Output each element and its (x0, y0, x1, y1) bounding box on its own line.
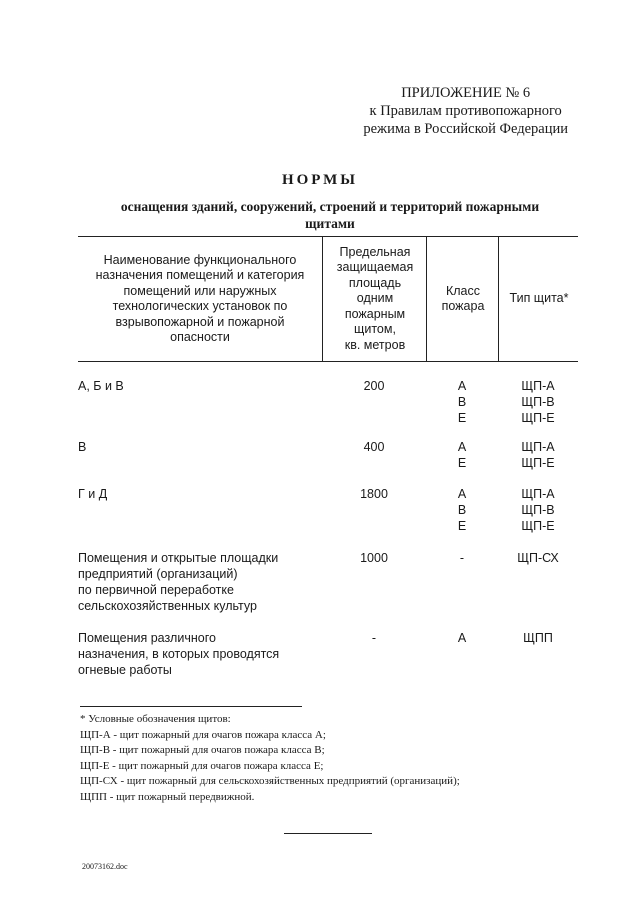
table-header (78, 236, 578, 362)
row-class-value: В (457, 503, 467, 517)
header-name-line: назначения помещений и категория (95, 268, 305, 282)
appendix-number: ПРИЛОЖЕНИЕ № 6 (401, 85, 531, 101)
row-type-cell (498, 378, 578, 426)
header-name-line: помещений или наружных (123, 283, 277, 298)
row-name-cell (78, 378, 328, 394)
appendix-reference-line-1: к Правилам противопожарного (369, 103, 562, 119)
row-name-cell (78, 550, 328, 614)
row-name-cell (78, 486, 328, 502)
row-class-cell (426, 550, 498, 566)
header-area-line: одним (356, 291, 394, 306)
header-name-line: взрывопожарной и пожарной (115, 314, 285, 329)
row-name-line: по первичной переработке (78, 583, 234, 597)
footnote-line: ЩП-Е - щит пожарный для очагов пожара класса Е; (80, 759, 324, 772)
row-class-cell (426, 378, 498, 426)
row-area-cell: 200 (363, 379, 385, 393)
row-class-value: А (457, 631, 467, 645)
header-area-line: кв. метров (344, 337, 406, 352)
row-type-cell (498, 486, 578, 534)
header-name-line: технологических установок по (112, 299, 288, 313)
row-area-cell: 1000 (360, 551, 388, 565)
row-type-value: ЩП-СХ (517, 551, 559, 565)
footnote-line: ЩП-А - щит пожарный для очагов пожара класса А; (80, 728, 326, 741)
row-name-line: А, Б и В (78, 379, 124, 393)
document-title: НОРМЫ (281, 172, 359, 188)
row-class-cell (426, 630, 498, 646)
row-type-value: ЩП-А (521, 487, 555, 501)
row-class-value: А (457, 440, 467, 454)
row-type-value: ЩП-Е (521, 456, 555, 470)
row-type-cell (498, 550, 578, 566)
footnote-line: ЩП-СХ - щит пожарный для сельскохозяйственных предприятий (организаций); (80, 775, 460, 787)
row-name-line: Помещения различного (78, 631, 216, 645)
row-class-cell (426, 439, 498, 471)
table-row (78, 550, 578, 630)
row-name-cell (78, 630, 328, 678)
appendix-header (363, 84, 568, 138)
header-name-column (78, 237, 322, 361)
header-class-line: пожара (441, 299, 485, 313)
header-name-line: опасности (170, 330, 230, 344)
footnote-line: * Условные обозначения щитов: (80, 713, 231, 725)
header-area-line: щитом, (354, 322, 396, 337)
row-name-cell (78, 439, 328, 455)
table-row (78, 486, 578, 550)
header-area-line: площадь (348, 275, 402, 290)
footnote-divider (80, 706, 302, 707)
row-class-value: - (459, 551, 465, 565)
row-type-value: ЩП-В (521, 395, 555, 409)
row-class-value: Е (457, 456, 467, 470)
footnote-line: ЩПП - щит пожарный передвижной. (80, 790, 255, 803)
header-area-line: Предельная (339, 244, 411, 259)
header-type-column (498, 237, 579, 361)
document-subtitle (80, 198, 580, 232)
footnote-line: ЩП-В - щит пожарный для очагов пожара класса В; (80, 744, 325, 756)
row-area-cell: 400 (363, 440, 385, 454)
header-class-column (426, 237, 499, 361)
header-area-line: пожарным (344, 306, 406, 321)
row-class-value: А (457, 379, 467, 393)
row-class-cell (426, 486, 498, 534)
row-type-value: ЩП-В (521, 503, 555, 517)
document-subtitle-line-1: оснащения зданий, сооружений, строений и территорий пожарными (120, 199, 540, 214)
header-class-line: Класс (445, 283, 481, 298)
row-type-cell (498, 439, 578, 471)
appendix-reference-line-2: режима в Российской Федерации (363, 121, 568, 137)
row-type-value: ЩП-Е (521, 519, 555, 533)
file-name: 20073162.doc (82, 862, 128, 871)
end-divider (284, 833, 372, 834)
header-type-line: Тип щита* (509, 291, 569, 306)
row-class-value: Е (457, 411, 467, 425)
row-class-value: Е (457, 519, 467, 533)
document-subtitle-line-2: щитами (305, 216, 355, 231)
row-class-value: А (457, 487, 467, 501)
table-row (78, 439, 578, 486)
row-name-line: Помещения и открытые площадки (78, 551, 279, 565)
header-area-column (322, 237, 427, 361)
row-name-line: Г и Д (78, 487, 108, 501)
row-name-line: огневые работы (78, 663, 172, 677)
footnotes (80, 712, 460, 805)
row-area-cell: - (371, 631, 377, 645)
header-name-line: Наименование функционального (103, 252, 297, 267)
row-name-line: предприятий (организаций) (78, 567, 238, 581)
row-name-line: назначения, в которых проводятся (78, 647, 280, 661)
row-type-cell (498, 630, 578, 646)
row-class-value: В (457, 395, 467, 409)
row-area-cell: 1800 (360, 487, 388, 501)
table-row (78, 378, 578, 439)
row-name-line: В (78, 440, 87, 454)
table-row (78, 630, 578, 680)
row-type-value: ЩП-А (521, 379, 555, 393)
row-type-value: ЩП-А (521, 440, 555, 454)
row-type-value: ЩПП (523, 631, 553, 645)
header-area-line: защищаемая (336, 260, 414, 275)
row-name-line: сельскохозяйственных культур (78, 599, 257, 613)
row-type-value: ЩП-Е (521, 411, 555, 425)
table-body (78, 378, 578, 680)
